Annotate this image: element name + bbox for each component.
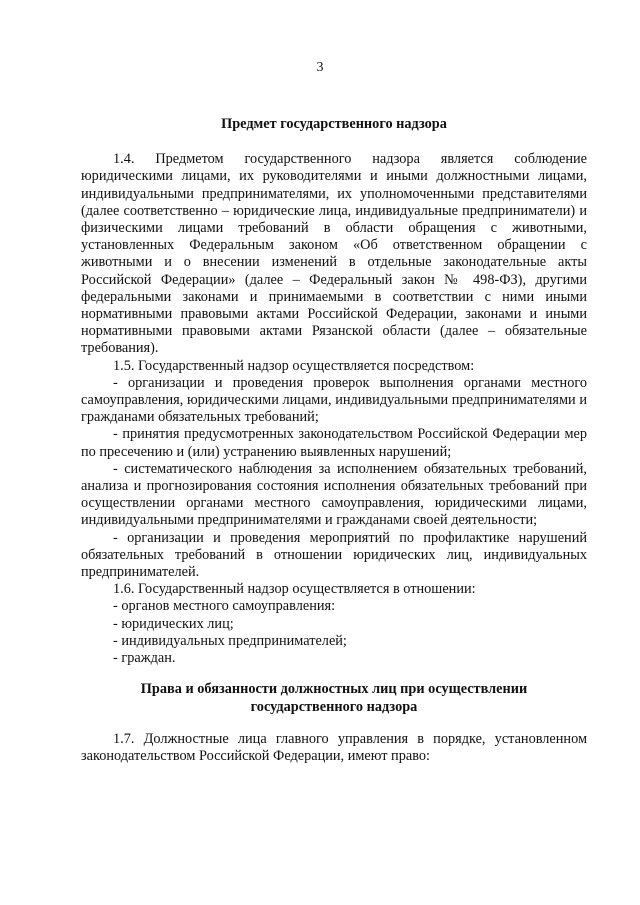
list-item: - граждан. xyxy=(113,650,176,667)
paragraph-1-5: 1.5. Государственный надзор осуществляется посредством: xyxy=(113,357,475,374)
section-title-rights xyxy=(81,681,587,715)
page-number: 3 xyxy=(316,60,324,75)
list-item: - индивидуальных предпринимателей; xyxy=(113,632,347,649)
section-title-subject: Предмет государственного надзора xyxy=(221,116,447,132)
list-item: - органов местного самоуправления: xyxy=(113,598,336,615)
paragraph-1-7: 1.7. Должностные лица главного управления в порядке, установленном законодательством Российской Федерации, имеют право: xyxy=(81,730,587,764)
list-item: - организации и проведения проверок выполнения органами местного самоуправления, юридическими лицами, индивидуальными предпринимателями и гражданами обязательных требований; xyxy=(81,374,587,426)
paragraph-1-4: 1.4. Предметом государственного надзора является соблюдение юридическими лицами, их руководителями и иными должностными лицами, индивидуальными предпринимателями, их уполномоченными представителями (далее соответственно – юридические лица, индивидуальные предприниматели) и физическими лицами требований в области обращения с животными, установленных Федеральным законом «Об ответственном обращении с животными и о внесении изменений в отдельные законодательные акты Российской Федерации» (далее – Федеральный закон № 498-ФЗ), другими федеральными законами и принимаемыми в соответствии с ними иными нормативными правовыми актами Российской Федерации, законами и иными нормативными правовыми актами Рязанской области (далее – обязательные требования). xyxy=(81,151,587,357)
list-item: - принятия предусмотренных законодательством Российской Федерации мер по пресечению и (или) устранению выявленных нарушений; xyxy=(81,426,587,460)
list-item: - юридических лиц; xyxy=(113,615,234,632)
section-title-line: Права и обязанности должностных лиц при осуществлении xyxy=(140,681,528,698)
list-item: - организации и проведения мероприятий по профилактике нарушений обязательных требований в отношении юридических лиц, индивидуальных предпринимателей. xyxy=(81,529,587,581)
document-body xyxy=(81,116,587,765)
section-title-line: государственного надзора xyxy=(250,698,418,715)
list-item: - систематического наблюдения за исполнением обязательных требований, анализа и прогнозирования состояния исполнения обязательных требований при осуществлении органами местного самоуправления, юридическими лицами, индивидуальными предпринимателями и гражданами своей деятельности; xyxy=(81,460,587,529)
paragraph-1-6: 1.6. Государственный надзор осуществляется в отношении: xyxy=(113,581,476,598)
